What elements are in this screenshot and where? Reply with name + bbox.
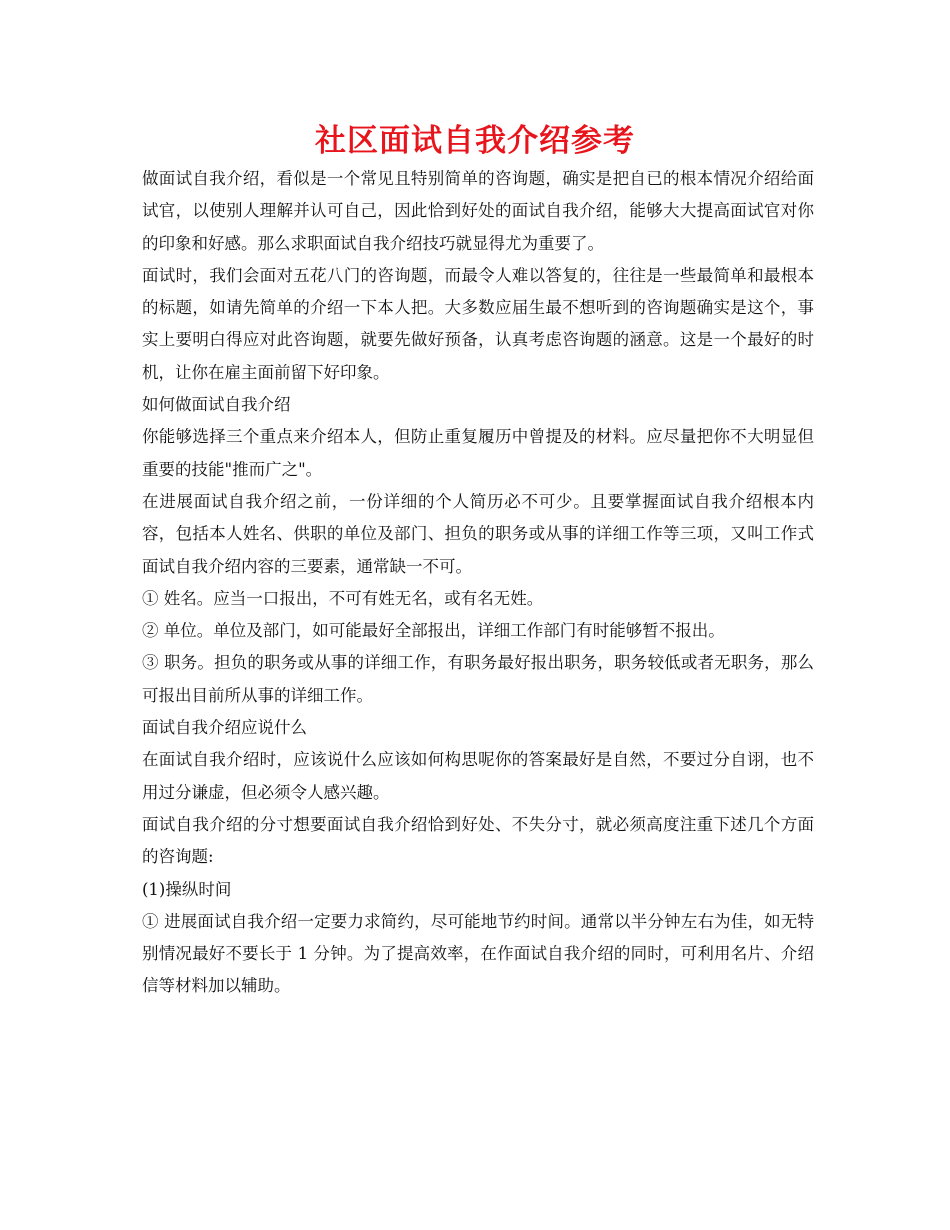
paragraph: 在面试自我介绍时，应该说什么应该如何构思呢你的答案最好是自然，不要过分自诩，也不用过分谦虚，但必须令人感兴趣。	[142, 750, 814, 802]
document-body	[142, 163, 814, 1003]
paragraph: ③ 职务。担负的职务或从事的详细工作，有职务最好报出职务，职务较低或者无职务，那么可报出目前所从事的详细工作。	[142, 653, 814, 705]
paragraph: 面试时，我们会面对五花八门的咨询题，而最令人难以答复的，往往是一些最简单和最根本的标题，如请先简单的介绍一下本人把。大多数应届生最不想听到的咨询题确实是这个，事实上要明白得应对此咨询题，就要先做好预备，认真考虑咨询题的涵意。这是一个最好的时机，让你在雇主面前留下好印象。	[142, 265, 814, 382]
paragraph: ② 单位。单位及部门，如可能最好全部报出，详细工作部门有时能够暂不报出。	[142, 621, 725, 641]
section-heading: 面试自我介绍应说什么	[142, 718, 307, 738]
paragraph: 做面试自我介绍，看似是一个常见且特别简单的咨询题，确实是把自已的根本情况介绍给面试官，以使别人理解并认可自己，因此恰到好处的面试自我介绍，能够大大提高面试官对你的印象和好感。那么求职面试自我介绍技巧就显得尤为重要了。	[142, 169, 814, 253]
section-heading: 如何做面试自我介绍	[142, 395, 291, 415]
paragraph: 你能够选择三个重点来介绍本人，但防止重复履历中曾提及的材料。应尽量把你不大明显但重要的技能"推而广之"。	[142, 427, 814, 479]
paragraph: ① 姓名。应当一口报出，不可有姓无名，或有名无姓。	[142, 588, 544, 608]
document-title: 社区面试自我介绍参考	[315, 123, 635, 159]
paragraph: 在进展面试自我介绍之前，一份详细的个人简历必不可少。且要掌握面试自我介绍根本内容，包括本人姓名、供职的单位及部门、担负的职务或从事的详细工作等三项，又叫工作式面试自我介绍内容的三要素，通常缺一不可。	[142, 491, 814, 576]
section-heading: (1)操纵时间	[142, 879, 232, 899]
paragraph: ① 进展面试自我介绍一定要力求简约，尽可能地节约时间。通常以半分钟左右为佳，如无特别情况最好不要长于 1 分钟。为了提高效率，在作面试自我介绍的同时，可利用名片、介绍信等材料加以辅助。	[142, 911, 814, 996]
paragraph: 面试自我介绍的分寸想要面试自我介绍恰到好处、不失分寸，就必须高度注重下述几个方面的咨询题:	[142, 814, 814, 867]
